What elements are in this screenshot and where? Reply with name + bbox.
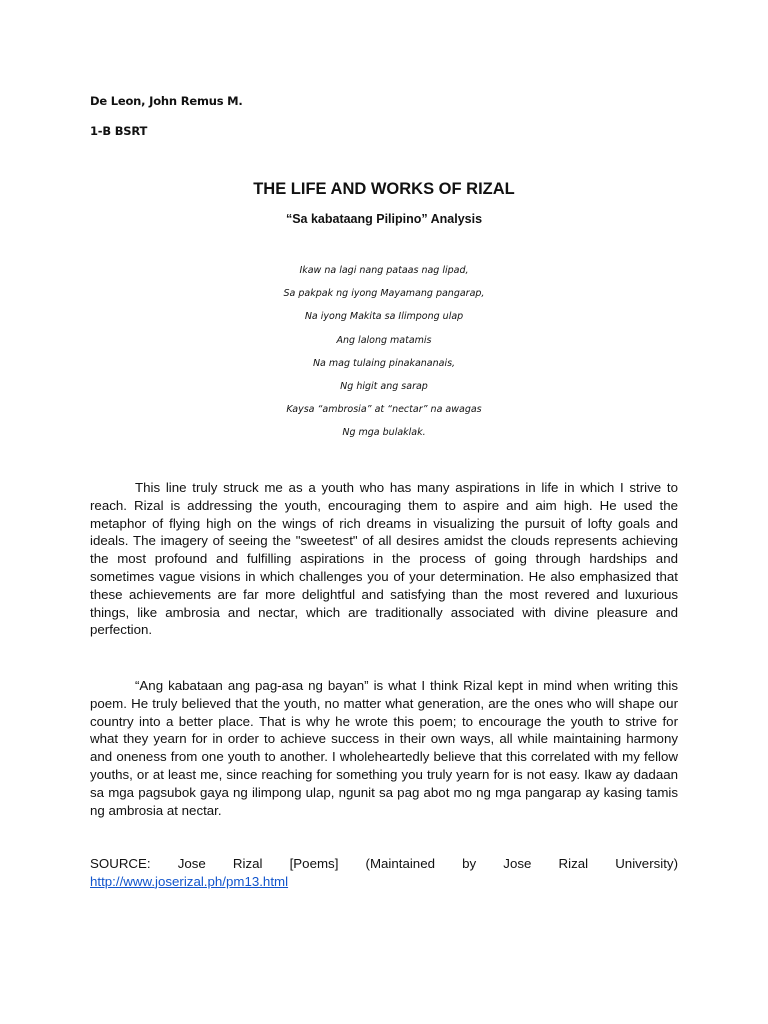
source-text: SOURCE: Jose Rizal [Poems] (Maintained by Jose Rizal University) <box>90 856 678 871</box>
poem-line: Na iyong Makita sa Ilimpong ulap <box>304 311 464 323</box>
analysis-paragraph-2: “Ang kabataan ang pag-asa ng bayan” is what I think Rizal kept in mind when writing this poem. He truly believed that the youth, no matter what generation, are the ones who will shape our country into a better place. That is why he wrote this poem; to encourage the youth to strive for what they yearn for in order to achieve success in their own ways, all while maintaining harmony and oneness from one youth to another. I wholeheartedly believe that this correlated with my fellow youths, or at least me, since reaching for something you truly yearn for is not easy. Ikaw ay dadaan sa mga pagsubok gaya ng ilimpong ulap, ngunit sa pag abot mo ng mga pangarap ay kasing tamis ng ambrosia at nectar. <box>90 678 678 818</box>
poem-line: Ikaw na lagi nang pataas nag lipad, <box>299 265 469 276</box>
source-citation <box>90 855 678 891</box>
poem-line: Na mag tulaing pinakananais, <box>312 357 456 369</box>
source-link[interactable]: http://www.joserizal.ph/pm13.html <box>90 873 289 889</box>
class-section: 1-B BSRT <box>90 124 148 138</box>
poem-excerpt <box>90 262 678 448</box>
poem-line: Kaysa “ambrosia” at “nectar” na awagas <box>286 404 482 416</box>
document-title: THE LIFE AND WORKS OF RIZAL <box>253 180 515 198</box>
author-name: De Leon, John Remus M. <box>90 94 243 108</box>
document-subtitle: “Sa kabataang Pilipino” Analysis <box>285 212 483 226</box>
poem-line: Ang lalong matamis <box>336 334 432 346</box>
poem-line: Sa pakpak ng iyong Mayamang pangarap, <box>283 288 485 300</box>
poem-line: Ng higit ang sarap <box>340 380 428 392</box>
analysis-paragraph-1: This line truly struck me as a youth who has many aspirations in life in which I strive to reach. Rizal is addressing the youth, encouraging them to aspire and aim high. He used the metaphor of flying high on the wings of rich dreams in visualizing the pursuit of lofty goals and ideals. The imagery of seeing the "sweetest" of all desires amidst the clouds represents achieving the most profound and fulfilling aspirations in the process of going through hardships and sometimes vague visions in which challenges you of your determination. He also emphasized that these achievements are far more delightful and satisfying than the most revered and luxurious things, like ambrosia and nectar, which are traditionally associated with divine pleasure and perfection. <box>90 480 678 638</box>
poem-line: Ng mga bulaklak. <box>342 427 426 439</box>
